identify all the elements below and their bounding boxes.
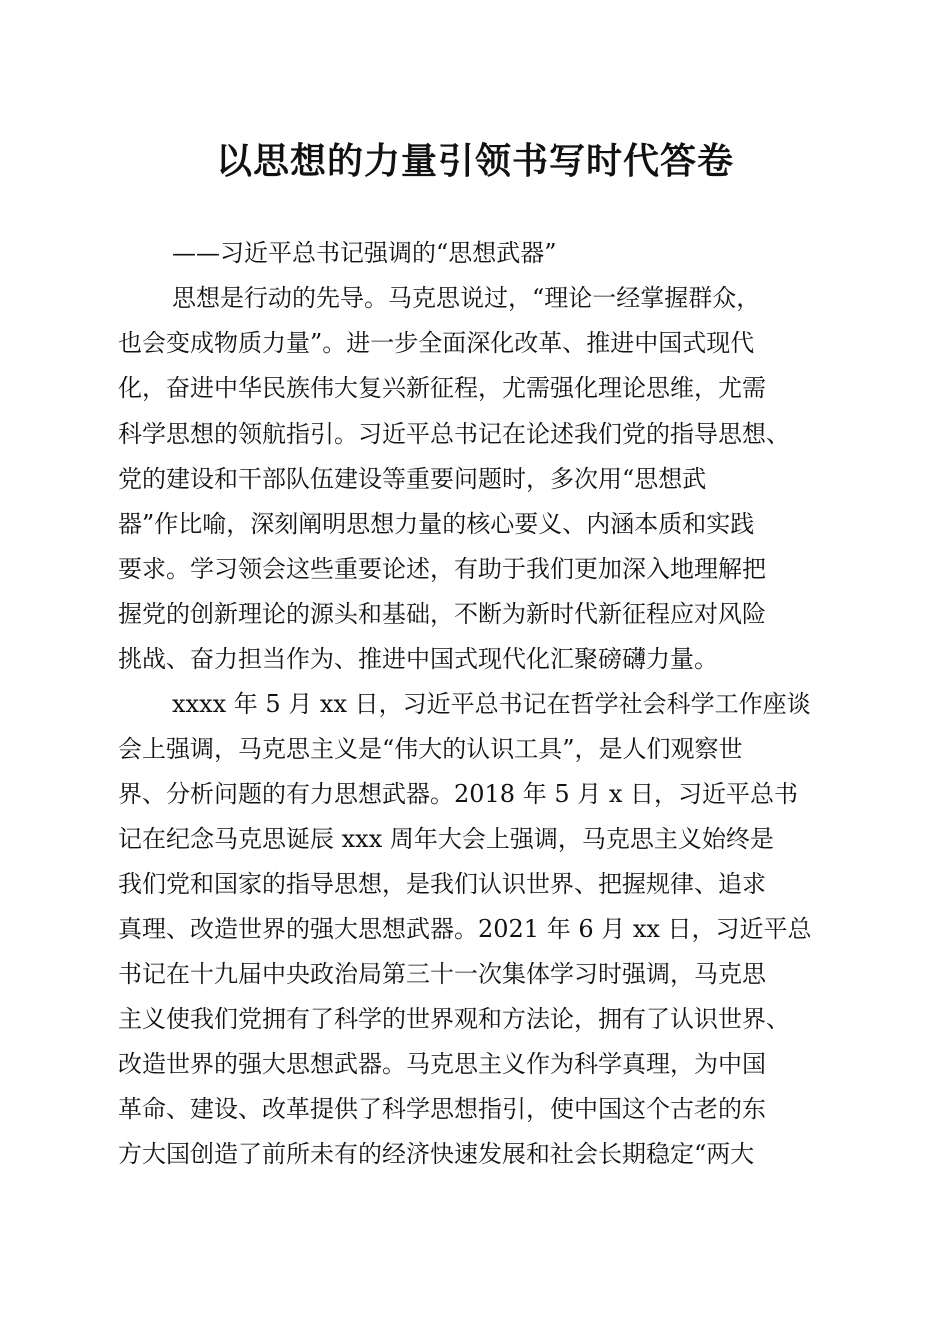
- paragraph-line: xxxx 年 5 月 xx 日，习近平总书记在哲学社会科学工作座谈: [172, 690, 811, 718]
- paragraph-line: 握党的创新理论的源头和基础，不断为新时代新征程应对风险: [118, 600, 766, 628]
- paragraph-line: 挑战、奋力担当作为、推进中国式现代化汇聚磅礴力量。: [118, 645, 718, 673]
- paragraph-line: 思想是行动的先导。马克思说过，“理论一经掌握群众，: [172, 284, 761, 312]
- document-title: 以思想的力量引领书写时代答卷: [215, 140, 734, 182]
- paragraph-line: 书记在十九届中央政治局第三十一次集体学习时强调，马克思: [118, 960, 766, 988]
- paragraph-line: 器”作比喻，深刻阐明思想力量的核心要义、内涵本质和实践: [118, 510, 755, 538]
- paragraph-line: 科学思想的领航指引。习近平总书记在论述我们党的指导思想、: [118, 420, 790, 448]
- paragraph-line: 革命、建设、改革提供了科学思想指引，使中国这个古老的东: [118, 1095, 766, 1123]
- paragraph-line: 方大国创造了前所未有的经济快速发展和社会长期稳定“两大: [118, 1140, 755, 1168]
- paragraph-line: 党的建设和干部队伍建设等重要问题时，多次用“思想武: [118, 465, 707, 493]
- paragraph-line: 要求。学习领会这些重要论述，有助于我们更加深入地理解把: [118, 555, 766, 583]
- paragraph-line: 改造世界的强大思想武器。马克思主义作为科学真理，为中国: [118, 1050, 766, 1078]
- paragraph-line: 界、分析问题的有力思想武器。2018 年 5 月 x 日，习近平总书: [118, 780, 799, 808]
- paragraph-line: 我们党和国家的指导思想，是我们认识世界、把握规律、追求: [118, 870, 766, 898]
- paragraph-line: 化，奋进中华民族伟大复兴新征程，尤需强化理论思维，尤需: [118, 374, 766, 402]
- paragraph-line: 也会变成物质力量”。进一步全面深化改革、推进中国式现代: [118, 329, 755, 357]
- paragraph-line: 主义使我们党拥有了科学的世界观和方法论，拥有了认识世界、: [118, 1005, 790, 1033]
- paragraph-line: 会上强调，马克思主义是“伟大的认识工具”，是人们观察世: [118, 735, 743, 763]
- document-subtitle: ——习近平总书记强调的“思想武器”: [172, 239, 557, 267]
- paragraph-line: 真理、改造世界的强大思想武器。2021 年 6 月 xx 日，习近平总: [118, 915, 812, 943]
- paragraph-line: 记在纪念马克思诞辰 xxx 周年大会上强调，马克思主义始终是: [118, 825, 774, 853]
